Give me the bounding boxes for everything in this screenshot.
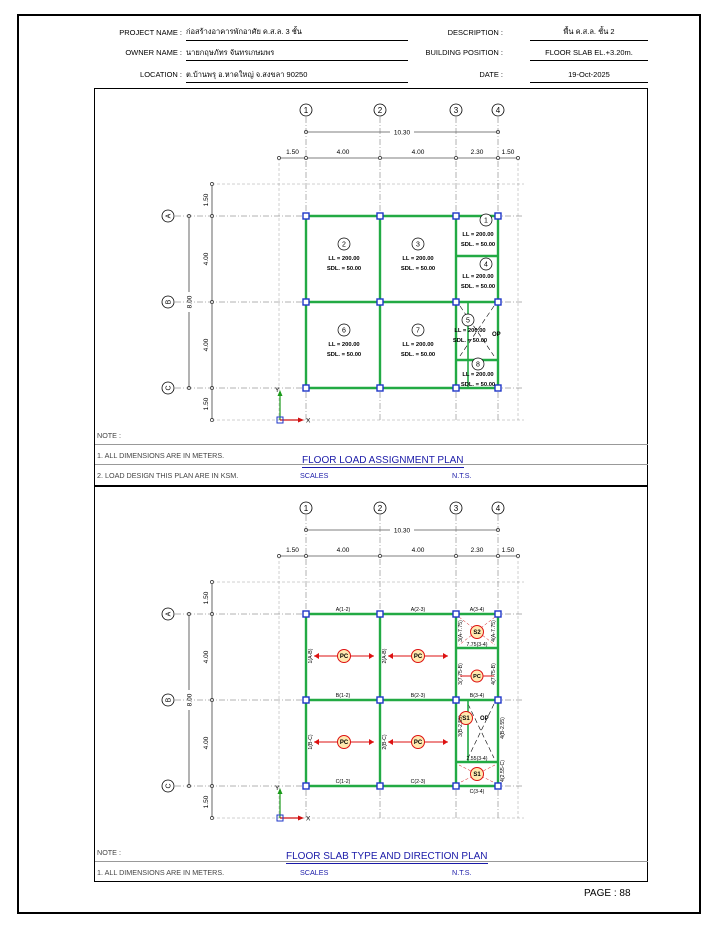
beam-label-1ab: 1(A-B) <box>308 648 314 664</box>
column <box>377 385 383 391</box>
column <box>377 783 383 789</box>
slab-sdl-2: SDL. = 50.00 <box>326 266 362 272</box>
slab-id-1: 1 <box>484 217 488 225</box>
description: พื้น ค.ส.ล. ชั้น 2 <box>563 27 615 36</box>
column <box>495 385 501 391</box>
slab-sdl-6: SDL. = 50.00 <box>326 352 362 358</box>
project-name-label: PROJECT NAME : <box>119 28 182 37</box>
column <box>453 783 459 789</box>
slab-ll-3: LL = 200.00 <box>402 256 434 262</box>
owner-name-underline <box>186 60 408 61</box>
slab-sdl-1: SDL. = 50.00 <box>460 242 496 248</box>
opening-label: OP <box>492 332 501 338</box>
slab-id-6: 6 <box>342 327 346 335</box>
plan1-scales-label: SCALES <box>300 471 329 480</box>
total-y-dim: 8.00 <box>186 693 194 707</box>
row-label-B: B <box>165 299 173 305</box>
pc-label-1: PC <box>339 654 349 661</box>
column <box>303 213 309 219</box>
span-x-4: 1.50 <box>501 149 515 156</box>
span-x-0: 1.50 <box>286 547 299 554</box>
beam-label-b34: B(3-4) <box>469 693 485 699</box>
x-axis-label: X <box>306 815 311 823</box>
x-axis-arrow <box>298 418 304 423</box>
column-label-1: 1 <box>303 504 309 513</box>
slab-ll-4: LL = 200.00 <box>462 274 494 280</box>
column-label-4: 4 <box>495 106 501 115</box>
s1-label-2: S1 <box>473 772 481 779</box>
column <box>377 299 383 305</box>
pc-arrow-right-4 <box>443 739 448 745</box>
beam-label-1bc: 1(B-C) <box>308 734 314 750</box>
column <box>453 697 459 703</box>
span-x-3: 2.30 <box>470 547 484 554</box>
slab-id-5: 5 <box>466 317 470 325</box>
column <box>377 213 383 219</box>
x-axis-label: X <box>306 417 311 425</box>
column <box>453 385 459 391</box>
owner-name-label: OWNER NAME : <box>125 48 182 57</box>
plan2-scales-label: SCALES <box>300 868 329 877</box>
project-name-underline <box>186 40 408 41</box>
opening-label: OP <box>480 716 489 722</box>
column <box>303 697 309 703</box>
page-number: PAGE : 88 <box>584 888 631 899</box>
slab-ll-2: LL = 200.00 <box>328 256 360 262</box>
pc-label-2: PC <box>413 654 423 661</box>
total-x-dim: 10.30 <box>393 129 411 137</box>
column <box>303 299 309 305</box>
slab-ll-7: LL = 200.00 <box>402 342 434 348</box>
building-position: FLOOR SLAB EL.+3.20m. <box>545 48 633 57</box>
slab-sdl-7: SDL. = 50.00 <box>400 352 436 358</box>
span-x-2: 4.00 <box>411 547 425 554</box>
beam-label-4bc: 4(B-2.55) <box>500 717 506 739</box>
column-label-3: 3 <box>453 504 459 513</box>
column <box>495 213 501 219</box>
plan1-scale-value: N.T.S. <box>452 471 472 480</box>
column <box>303 783 309 789</box>
span-x-1: 4.00 <box>336 547 350 554</box>
plan1-note-1: 1. ALL DIMENSIONS ARE IN METERS. <box>97 451 225 460</box>
slab-ll-5: LL = 200.00 <box>454 328 486 334</box>
row-label-A: A <box>165 611 173 617</box>
location: ต.บ้านพรุ อ.หาดใหญ่ จ.สงขลา 90250 <box>186 70 308 79</box>
plan2-note-label: NOTE : <box>97 848 121 857</box>
beam-label-c34: C(3-4) <box>469 789 485 795</box>
date-label: DATE : <box>479 70 503 79</box>
y-axis-label: Y <box>275 785 280 792</box>
beam-label-4bc2: 4(2.55-C) <box>500 760 506 782</box>
beam-label-b23: B(2-3) <box>410 693 426 699</box>
column <box>495 697 501 703</box>
span-x-0: 1.50 <box>286 149 299 156</box>
slab-sdl-5: SDL. = 50.00 <box>452 338 488 344</box>
row-label-C: C <box>165 783 173 789</box>
pc-arrow-left-2 <box>388 653 393 659</box>
span-y-3: 1.50 <box>203 397 210 411</box>
plan1-title: FLOOR LOAD ASSIGNMENT PLAN <box>302 455 464 466</box>
column <box>377 697 383 703</box>
column-label-4: 4 <box>495 504 501 513</box>
pc-label-5: PC <box>473 674 481 681</box>
beam-label-c23: C(2-3) <box>410 779 426 785</box>
building-position-underline <box>530 60 648 61</box>
span-x-4: 1.50 <box>501 547 515 554</box>
plan1-note-sep1 <box>95 444 648 445</box>
beam-label-b12: B(1-2) <box>335 693 351 699</box>
slab-id-8: 8 <box>476 361 480 369</box>
total-x-dim: 10.30 <box>393 527 411 535</box>
pc-arrow-right-1 <box>369 653 374 659</box>
x-axis-arrow <box>298 816 304 821</box>
slab-ll-1: LL = 200.00 <box>462 232 494 238</box>
plan1-note-label: NOTE : <box>97 431 121 440</box>
column <box>303 611 309 617</box>
location-label: LOCATION : <box>140 70 182 79</box>
span-y-3: 1.50 <box>203 795 210 809</box>
beam-label-3ab: 3(A-7.75) <box>458 620 464 642</box>
span-x-1: 4.00 <box>336 149 350 156</box>
plan1-axes <box>275 387 311 425</box>
span-y-0: 1.50 <box>203 591 210 605</box>
plan2-axes <box>275 785 311 823</box>
beam-label-a23: A(2-3) <box>410 607 426 613</box>
pc-arrow-right-2 <box>443 653 448 659</box>
beam-label-a12: A(1-2) <box>335 607 351 613</box>
floor-load-plan <box>94 88 648 486</box>
beam-label-3ab2: 3(7.75-B) <box>458 663 464 685</box>
plan2-title: FLOOR SLAB TYPE AND DIRECTION PLAN <box>286 851 488 862</box>
beam-label-c12: C(1-2) <box>335 779 351 785</box>
slab-ll-8: LL = 200.00 <box>462 372 494 378</box>
span-x-3: 2.30 <box>470 149 484 156</box>
column-label-2: 2 <box>377 106 383 115</box>
row-label-A: A <box>165 213 173 219</box>
s2-label: S2 <box>473 630 481 637</box>
pc-arrow-left-3 <box>314 739 319 745</box>
y-axis-label: Y <box>275 387 280 394</box>
beam-label-4ab: 4(A-7.75) <box>491 620 497 642</box>
building-position-label: BUILDING POSITION : <box>425 48 503 57</box>
beam-label-mid1: 7.75(3-4) <box>466 642 488 648</box>
pc-label-4: PC <box>413 740 423 747</box>
row-label-C: C <box>165 385 173 391</box>
slab-id-2: 2 <box>342 241 346 249</box>
slab-id-7: 7 <box>416 327 420 335</box>
floor-slab-type-plan <box>94 486 648 882</box>
slab-sdl-3: SDL. = 50.00 <box>400 266 436 272</box>
span-y-2: 4.00 <box>203 736 210 750</box>
beam-label-a34: A(3-4) <box>469 607 485 613</box>
slab-id-3: 3 <box>416 241 420 249</box>
column <box>495 299 501 305</box>
project-name: ก่อสร้างอาคารพักอาศัย ค.ส.ล. 3 ชั้น <box>186 27 302 36</box>
column <box>377 611 383 617</box>
column-label-3: 3 <box>453 106 459 115</box>
slab-sdl-4: SDL. = 50.00 <box>460 284 496 290</box>
column-label-2: 2 <box>377 504 383 513</box>
slab-sdl-8: SDL. = 50.00 <box>460 382 496 388</box>
date-underline <box>530 82 648 83</box>
plan1-note-2: 2. LOAD DESIGN THIS PLAN ARE IN KSM. <box>97 471 239 480</box>
pc-arrow-left-1 <box>314 653 319 659</box>
plan2-note-1: 1. ALL DIMENSIONS ARE IN METERS. <box>97 868 225 877</box>
column <box>495 783 501 789</box>
pc-arrow-right-3 <box>369 739 374 745</box>
beam-label-2bc: 2(B-C) <box>382 734 388 750</box>
span-x-2: 4.00 <box>411 149 425 156</box>
span-y-1: 4.00 <box>203 650 210 664</box>
beam-label-2ab: 2(A-B) <box>382 648 388 664</box>
owner-name: นายกฤษภัทร จันทรเกษมพร <box>186 48 275 57</box>
beam-label-4ab2: 4(7.75-B) <box>491 663 497 685</box>
plan2-slabs <box>303 607 506 795</box>
column <box>453 611 459 617</box>
column-label-1: 1 <box>303 106 309 115</box>
pc-arrow-left-4 <box>388 739 393 745</box>
beam-label-mid2: 2.55(3-4) <box>466 756 488 762</box>
pc-label-3: PC <box>339 740 349 747</box>
location-underline <box>186 82 408 83</box>
column <box>495 611 501 617</box>
plan1-slabs <box>303 213 501 391</box>
row-label-B: B <box>165 697 173 703</box>
column <box>303 385 309 391</box>
column <box>453 299 459 305</box>
column <box>453 213 459 219</box>
slab-ll-6: LL = 200.00 <box>328 342 360 348</box>
plan2-scale-value: N.T.S. <box>452 868 472 877</box>
span-y-2: 4.00 <box>203 338 210 352</box>
slab-id-4: 4 <box>484 261 488 269</box>
description-label: DESCRIPTION : <box>447 28 503 37</box>
date: 19-Oct-2025 <box>568 70 610 79</box>
description-underline <box>530 40 648 41</box>
total-y-dim: 8.00 <box>186 295 194 309</box>
span-y-0: 1.50 <box>203 193 210 207</box>
beam-label-3bc: 3(B-2.55) <box>458 715 464 737</box>
span-y-1: 4.00 <box>203 252 210 266</box>
s1-label-1: S1 <box>462 716 470 723</box>
